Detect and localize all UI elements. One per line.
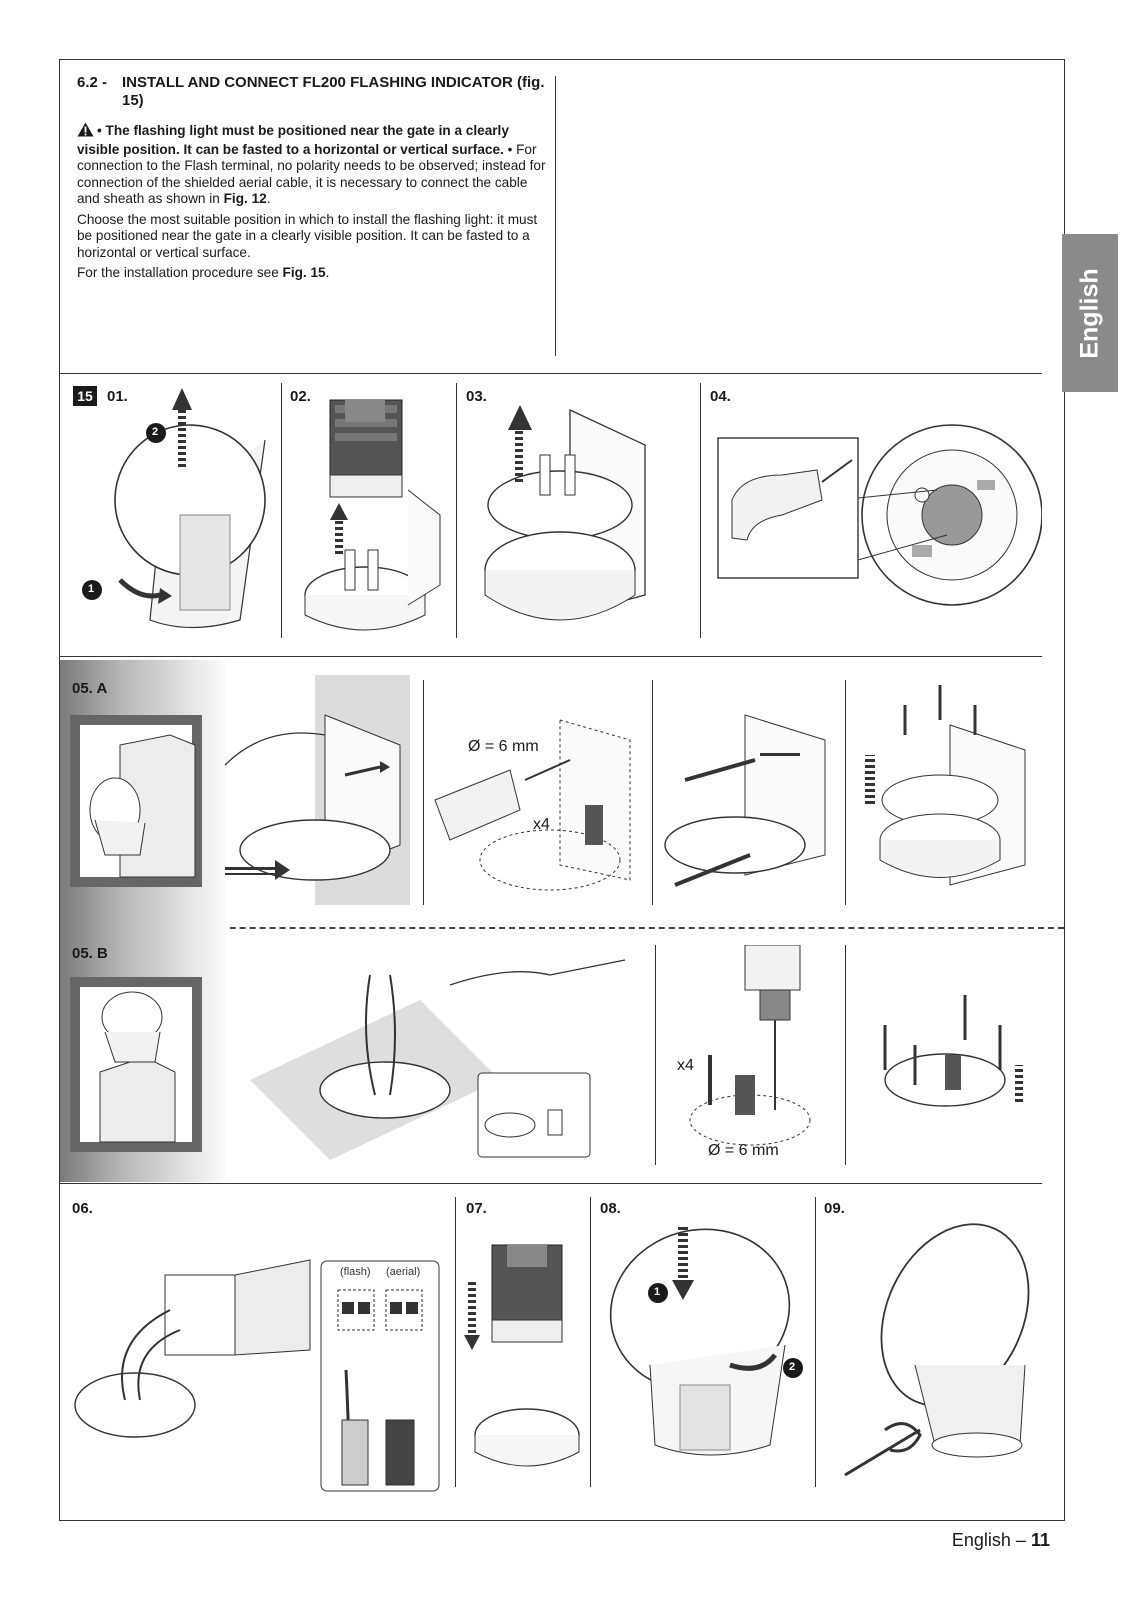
warning-bold-text: • The flashing light must be positioned near the gate in a clearly visible position. It can be fasted to a horizontal or vertical surface. <box>77 123 509 157</box>
panel-divider <box>590 1197 591 1487</box>
step-05a-assembly-illustration <box>855 675 1035 905</box>
step-07-unit-illustration <box>462 1240 587 1485</box>
step-05a-screws-illustration <box>660 705 840 905</box>
step-03-base-illustration <box>470 395 690 640</box>
column-divider <box>555 76 556 356</box>
step-05a-marking-illustration <box>205 675 415 910</box>
panel-divider <box>281 383 282 638</box>
procedure-text: For the installation procedure see <box>77 265 283 280</box>
warning-fig-ref: Fig. 12 <box>223 191 267 206</box>
paragraph-procedure <box>77 265 547 282</box>
step-01-lamp-illustration <box>80 380 280 640</box>
warning-icon <box>77 122 94 142</box>
panel-divider <box>455 1197 456 1487</box>
step-06-label: 06. <box>72 1200 93 1217</box>
section-heading <box>77 74 547 110</box>
callout-1-label: 1 <box>654 1286 661 1298</box>
step-05b-cables-illustration <box>250 955 640 1165</box>
panel-divider <box>815 1197 816 1487</box>
panel-divider <box>845 945 846 1165</box>
flash-terminal-label: (flash) <box>340 1266 371 1278</box>
panel-divider <box>655 945 656 1165</box>
procedure-text-end: . <box>325 265 330 280</box>
terminal-detail-panel <box>320 1260 440 1492</box>
drill-diameter-label-a: Ø = 6 mm <box>468 738 539 755</box>
step-05b-screws-illustration <box>865 985 1035 1135</box>
aerial-terminal-label: (aerial) <box>386 1266 421 1278</box>
paragraph-position: Choose the most suitable position in which to install the flashing light: it must be positioned near the gate in a clearly visible position. It can be fasted to a horizontal or vertical surface. <box>77 211 538 260</box>
wall-mount-variant-illustration <box>70 715 202 887</box>
language-tab-label: English <box>1075 267 1104 359</box>
figure-top-line <box>60 373 1042 374</box>
step-03-label: 03. <box>466 388 487 405</box>
step-05a-drilling-illustration <box>430 700 650 905</box>
drill-diameter-label-b: Ø = 6 mm <box>708 1142 779 1159</box>
panel-divider <box>652 680 653 905</box>
footer-language: English – <box>951 1530 1026 1550</box>
callout-2-label: 2 <box>152 426 159 438</box>
step-08-lens-fit-illustration <box>600 1215 810 1480</box>
section-number: 6.2 - <box>77 74 108 91</box>
quantity-label-b: x4 <box>677 1057 694 1074</box>
panel-divider <box>423 680 424 905</box>
figure-number: 15 <box>73 386 97 406</box>
step-01-label: 01. <box>107 388 128 405</box>
step-02-label: 02. <box>290 388 311 405</box>
panel-divider <box>456 383 457 638</box>
step-09-label: 09. <box>824 1200 845 1217</box>
step-04-label: 04. <box>710 388 731 405</box>
step-08-label: 08. <box>600 1200 621 1217</box>
warning-text-end: . <box>266 191 271 206</box>
step-06-wiring-illustration <box>70 1250 320 1450</box>
post-mount-variant-illustration <box>70 977 202 1152</box>
warning-text: • For connection to the Flash terminal, no polarity needs to be observed; instead for connection of the shielded aerial cable, it is necessary to connect the cable and sheath as shown in <box>77 141 546 206</box>
language-tab <box>1062 234 1118 392</box>
panel-divider <box>845 680 846 905</box>
quantity-label-a: x4 <box>533 816 550 833</box>
panel-divider <box>700 383 701 638</box>
step-04-drill-illustration <box>712 420 1042 635</box>
callout-1-label: 1 <box>88 583 95 595</box>
step-05b-label: 05. B <box>72 945 108 962</box>
row-separator-1 <box>60 656 1042 657</box>
step-07-label: 07. <box>466 1200 487 1217</box>
step-05a-label: 05. A <box>72 680 108 697</box>
callout-2-label: 2 <box>789 1361 796 1373</box>
page-number: 11 <box>1030 1530 1050 1550</box>
step-09-finished-lamp-illustration <box>825 1215 1035 1490</box>
procedure-fig-ref: Fig. 15 <box>282 265 326 280</box>
step-02-unit-illustration <box>290 395 450 640</box>
warning-block <box>77 122 547 208</box>
step-05b-drilling-illustration <box>665 945 835 1160</box>
section-title: INSTALL AND CONNECT FL200 FLASHING INDICATOR (fig. 15) <box>122 74 545 109</box>
page-footer <box>952 1530 1050 1551</box>
row-separator-3 <box>60 1183 1042 1184</box>
section-text <box>77 74 547 282</box>
